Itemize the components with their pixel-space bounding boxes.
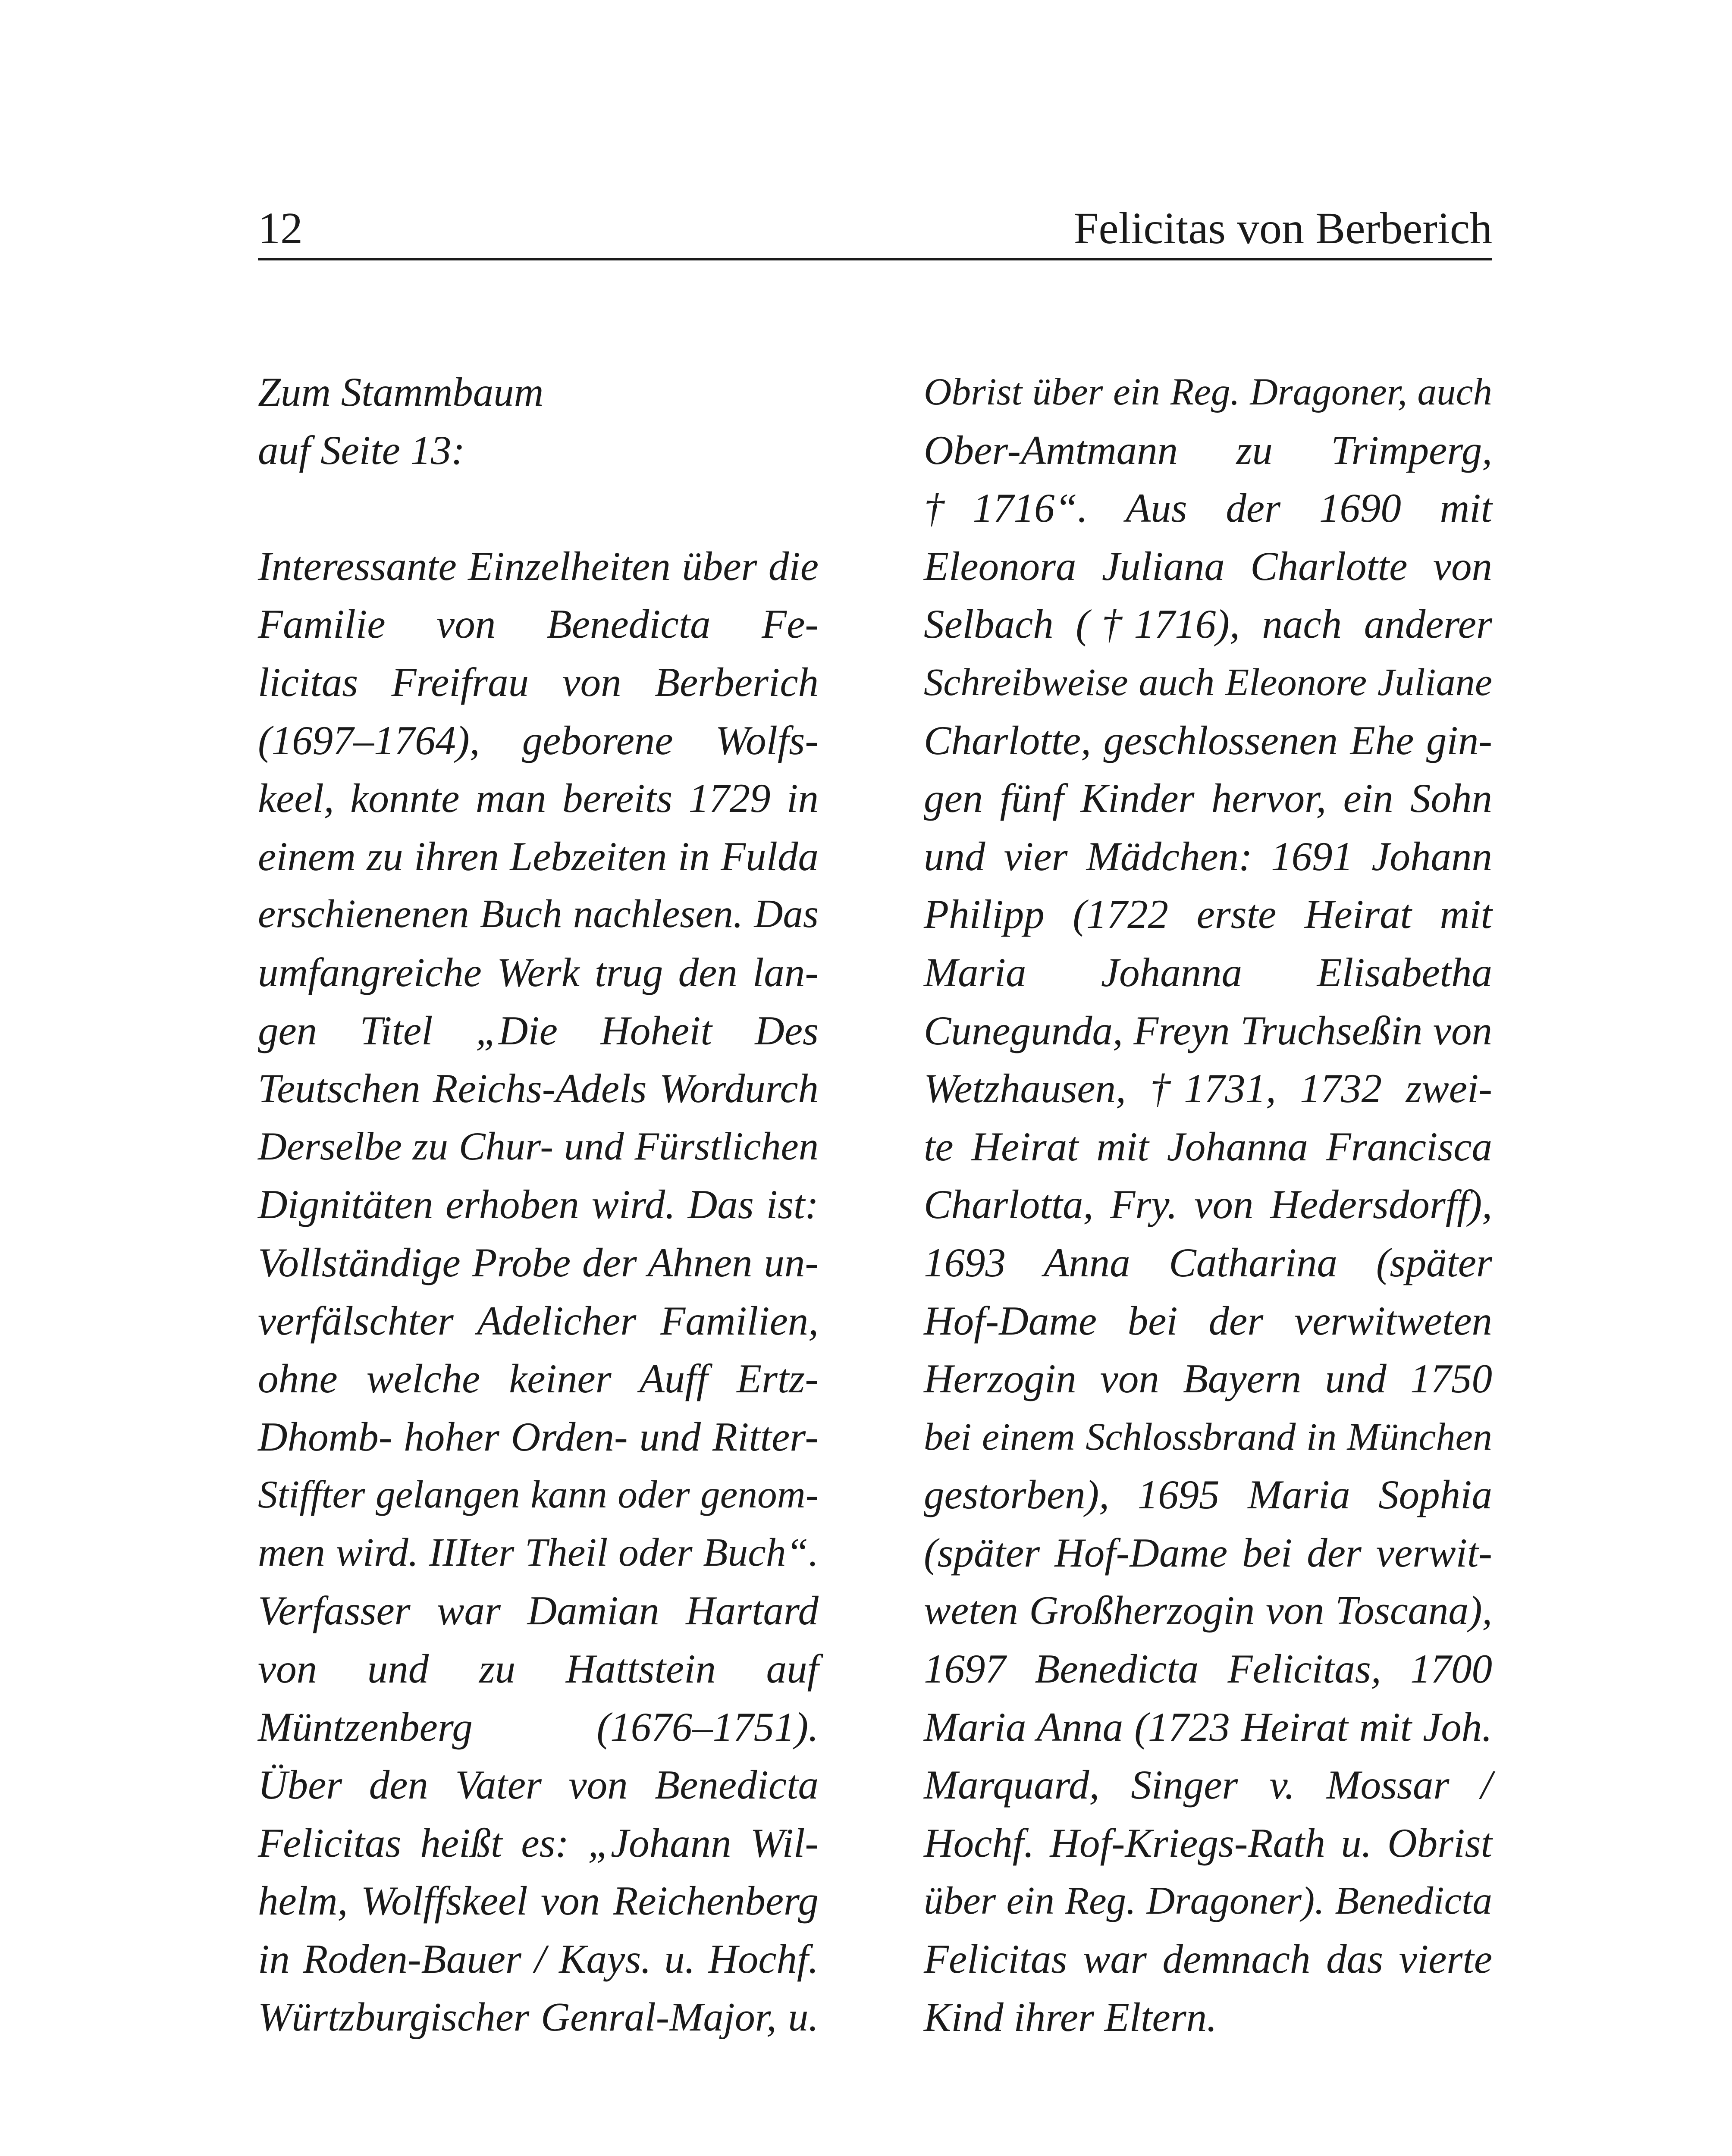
text-line: in Roden-Bauer / Kays. u. Hochf.: [258, 1936, 819, 1982]
text-line: (später Hof-Dame bei der verwit-: [924, 1529, 1492, 1576]
text-line: [258, 479, 819, 537]
text-line: Philipp (1722 erste Heirat mit: [924, 891, 1492, 937]
text-line: Zum Stammbaum: [258, 369, 544, 415]
text-line: Herzogin von Bayern und 1750: [924, 1356, 1492, 1402]
text-line: Eleonora Juliana Charlotte von: [924, 543, 1492, 589]
text-line: Hof-Dame bei der verwitweten: [924, 1297, 1492, 1344]
running-title: Felicitas von Berberich: [1073, 204, 1492, 253]
text-line: von und zu Hattstein auf: [258, 1646, 819, 1692]
text-line: bei einem Schlossbrand in München: [924, 1414, 1492, 1458]
text-line: †1716“. Aus der 1690 mit: [924, 485, 1492, 531]
text-line: Schreibweise auch Eleonore Juliane: [924, 660, 1492, 704]
text-line: Wetzhausen, †1731, 1732 zwei-: [924, 1065, 1492, 1112]
text-line: Müntzenberg (1676–1751).: [258, 1704, 819, 1750]
text-line: auf Seite 13:: [258, 427, 465, 473]
text-line: 1693 Anna Catharina (später: [924, 1239, 1492, 1285]
page-header: [258, 196, 1492, 261]
text-line: keel, konnte man bereits 1729 in: [258, 775, 819, 821]
text-line: Ober-Amtmann zu Trimperg,: [924, 427, 1492, 473]
text-line: Familie von Benedicta Fe-: [258, 601, 819, 647]
text-line: gen Titel „Die Hoheit Des: [258, 1007, 819, 1053]
text-line: te Heirat mit Johanna Francisca: [924, 1123, 1492, 1169]
text-line: Vollständige Probe der Ahnen un-: [258, 1239, 819, 1285]
text-line: Teutschen Reichs-Adels Wordurch: [258, 1065, 819, 1112]
text-line: Maria Anna (1723 Heirat mit Joh.: [924, 1704, 1492, 1750]
text-line: Cunegunda, Freyn Truchseßin von: [924, 1007, 1492, 1053]
text-line: Maria Johanna Elisabetha: [924, 949, 1492, 995]
text-line: licitas Freifrau von Berberich: [258, 659, 819, 705]
left-column: [258, 363, 819, 2046]
text-line: über ein Reg. Dragoner). Benedicta: [924, 1879, 1492, 1923]
text-line: Derselbe zu Chur- und Fürstlichen: [258, 1124, 819, 1169]
right-column: [924, 363, 1492, 2046]
text-line: verfälschter Adelicher Familien,: [258, 1297, 819, 1344]
text-line: Charlotta, Fry. von Hedersdorff),: [924, 1181, 1492, 1228]
text-line: Kind ihrer Eltern.: [924, 1994, 1217, 2040]
text-line: Über den Vater von Benedicta: [258, 1762, 819, 1808]
page-number: 12: [258, 204, 303, 253]
text-line: gen fünf Kinder hervor, ein Sohn: [924, 775, 1492, 821]
text-line: (1697–1764), geborene Wolfs-: [258, 717, 819, 763]
text-line: Charlotte, geschlossenen Ehe gin-: [924, 717, 1492, 763]
text-line: Verfasser war Damian Hartard: [258, 1588, 819, 1634]
text-line: erschienenen Buch nachlesen. Das: [258, 892, 819, 937]
text-line: Interessante Einzelheiten über die: [258, 543, 819, 589]
text-line: weten Großherzogin von Toscana),: [924, 1588, 1492, 1633]
text-line: Dhomb- hoher Orden- und Ritter-: [258, 1413, 819, 1460]
text-line: Selbach (†1716), nach anderer: [924, 601, 1492, 647]
text-line: ohne welche keiner Auff Ertz-: [258, 1356, 819, 1402]
text-line: 1697 Benedicta Felicitas, 1700: [924, 1646, 1492, 1692]
text-line: Felicitas heißt es: „Johann Wil-: [258, 1820, 819, 1866]
text-line: und vier Mädchen: 1691 Johann: [924, 833, 1492, 879]
text-line: Hochf. Hof-Kriegs-Rath u. Obrist: [924, 1820, 1492, 1866]
text-line: umfangreiche Werk trug den lan-: [258, 949, 819, 995]
text-line: Marquard, Singer v. Mossar /: [924, 1762, 1492, 1808]
text-line: Obrist über ein Reg. Dragoner, auch: [924, 370, 1492, 413]
text-line: Dignitäten erhoben wird. Das ist:: [258, 1181, 819, 1228]
text-line: men wird. IIIter Theil oder Buch“.: [258, 1530, 819, 1575]
text-line: Felicitas war demnach das vierte: [924, 1936, 1492, 1982]
text-line: gestorben), 1695 Maria Sophia: [924, 1472, 1492, 1518]
text-line: einem zu ihren Lebzeiten in Fulda: [258, 833, 819, 879]
text-line: Stiffter gelangen kann oder genom-: [258, 1473, 819, 1517]
text-line: helm, Wolffskeel von Reichenberg: [258, 1878, 819, 1924]
text-line: Würtzburgischer Genral-Major, u.: [258, 1994, 819, 2040]
header-rule: [258, 258, 1492, 260]
